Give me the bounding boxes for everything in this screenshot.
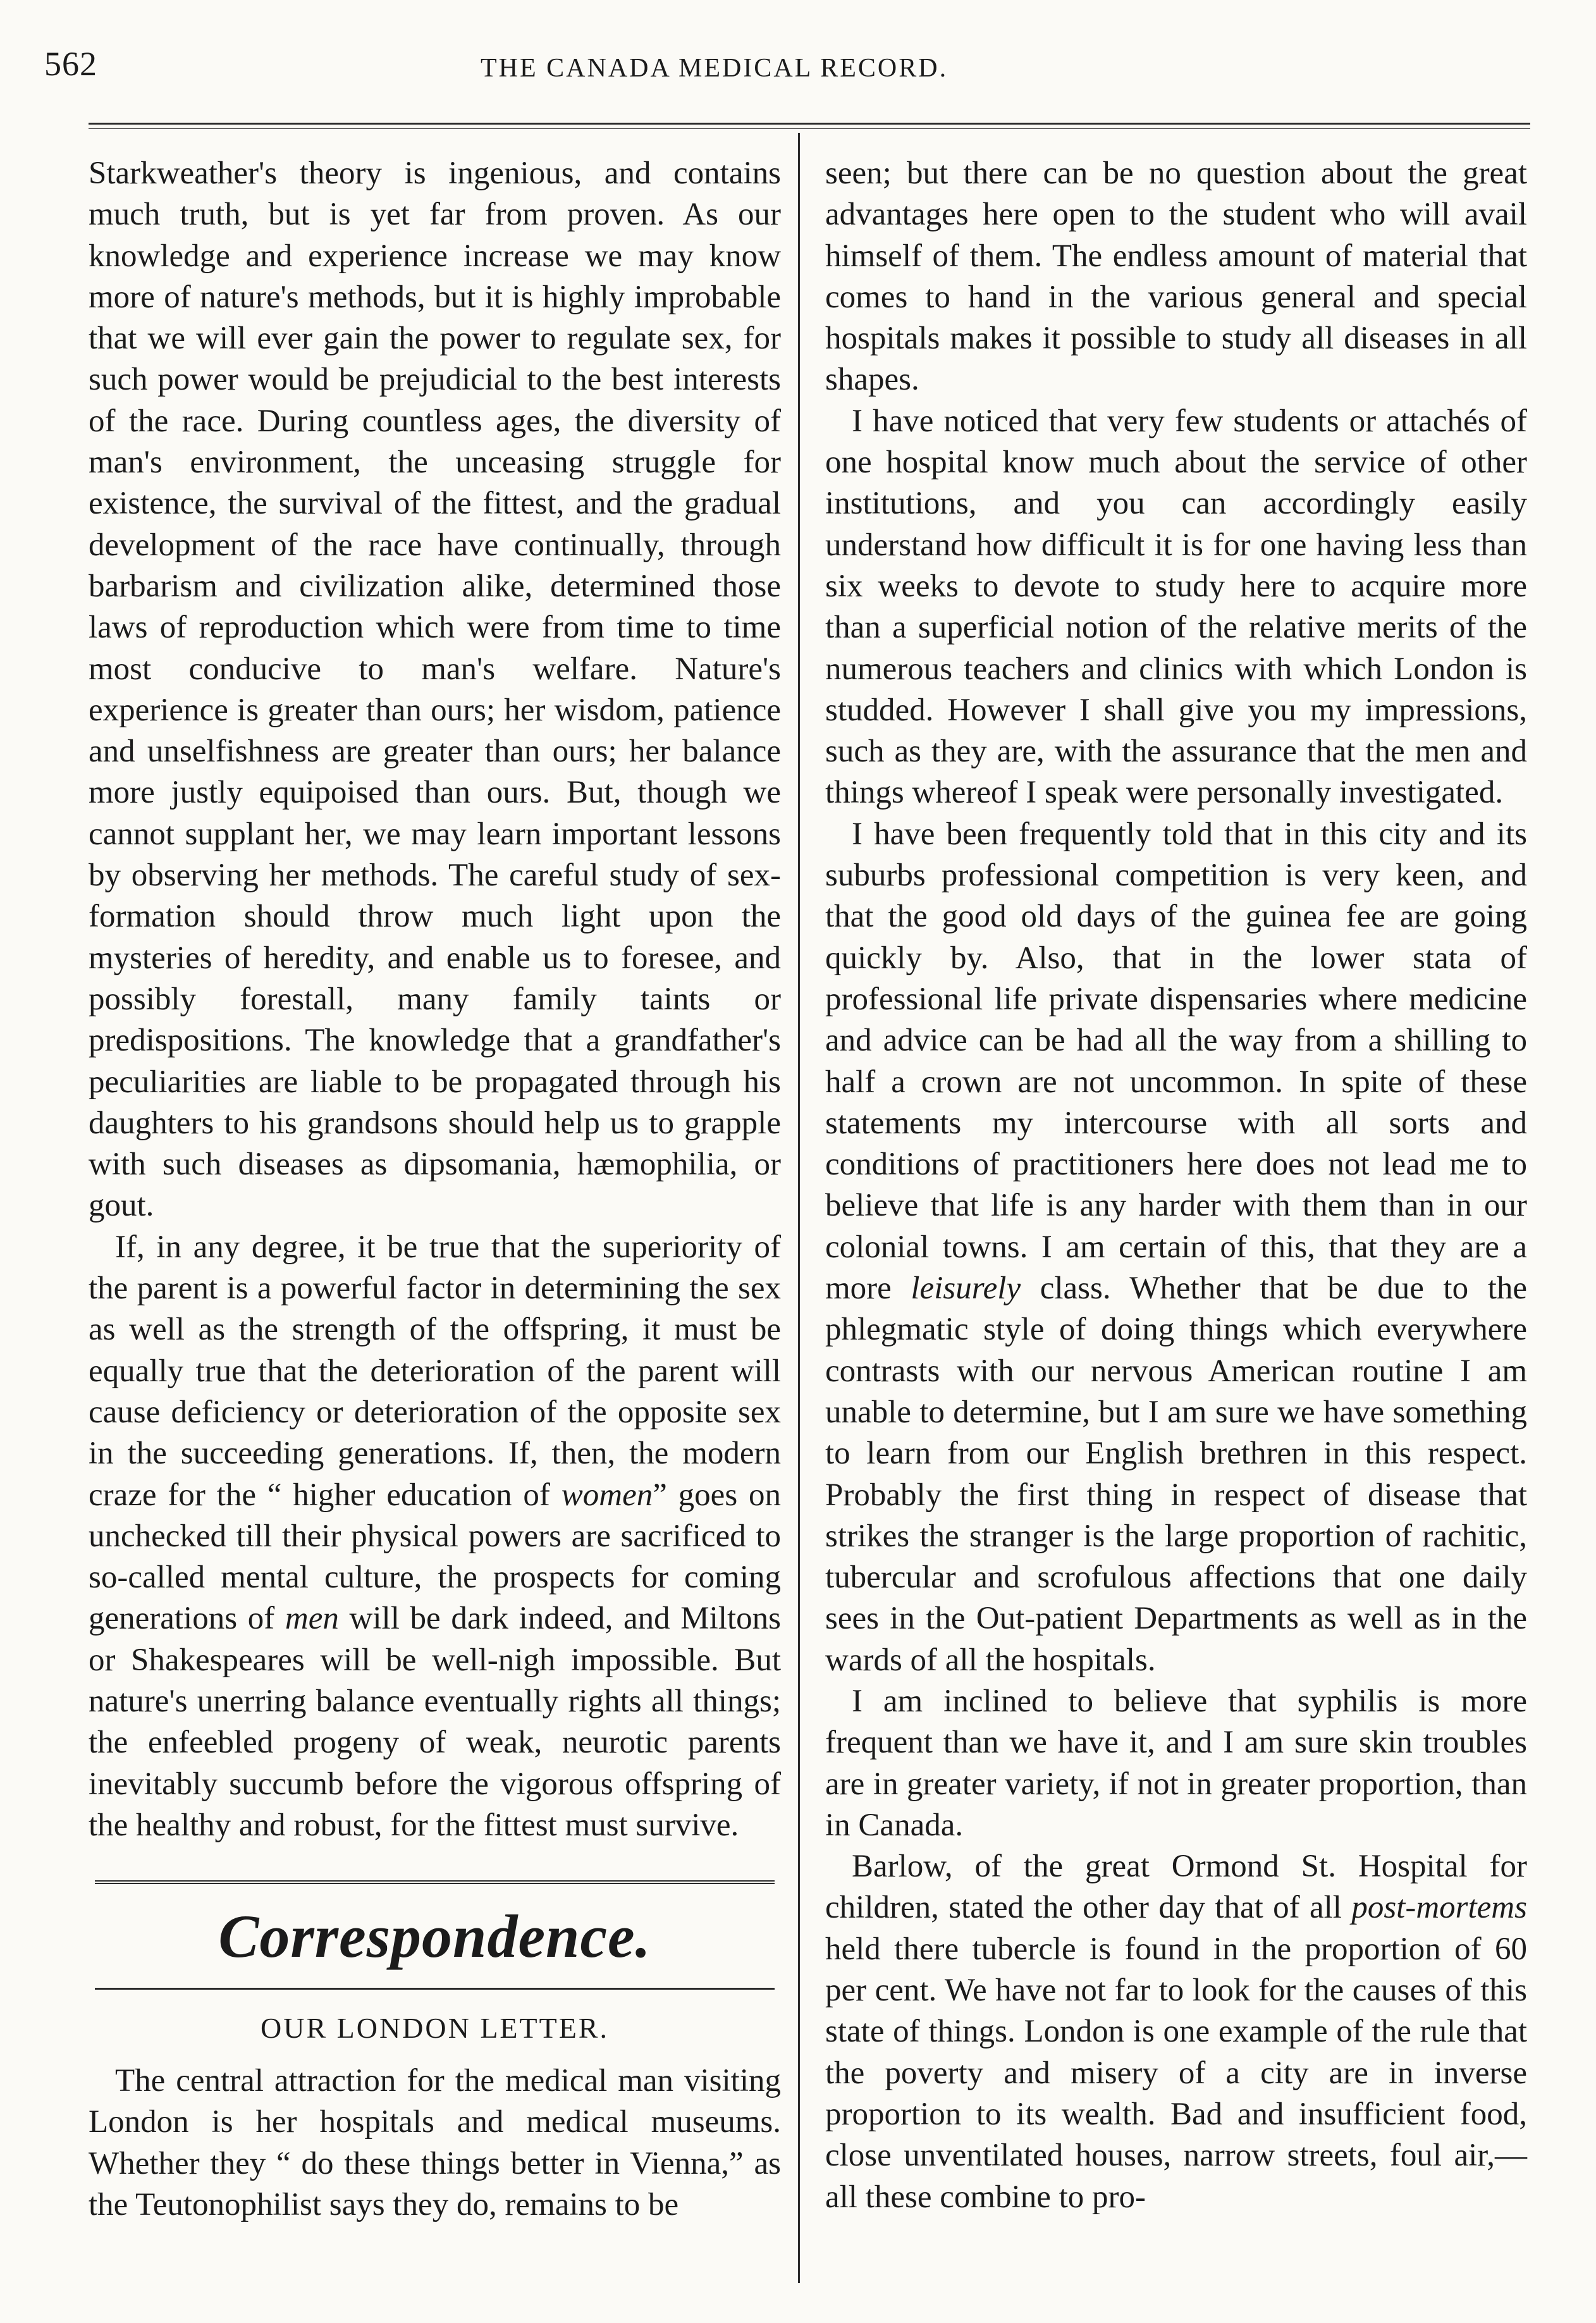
header-rule (89, 123, 1530, 125)
running-head: THE CANADA MEDICAL RECORD. (481, 54, 948, 83)
paragraph-superiority-text-3: will be dark indeed, and Miltons or Shakespeares will be well-nigh impossible. But nature's unerring balance eventually rights all things; the enfeebled progeny of weak, neurotic parents inevitably succumb before the vigorous offspring of the healthy and robust, for the fittest must survive. (89, 1601, 781, 1843)
paragraph-competition-text-1: I have been frequently told that in this city and its suburbs professional competition is very keen, and that the good old days of the guinea fee are going quickly by. Also, that in the lower stata of professional life private dispensaries where medicine and advice can be had all the way from a shilling to half a crown are not uncommon. In spite of these statements my intercourse with all sorts and conditions of practitioners here does not lead me to believe that life is any harder with them than in our colonial towns. I am certain of this, that they are a more (825, 816, 1527, 1307)
paragraph-attaches: I have noticed that very few students or attachés of one hospital know much about the service of other institutions, and you can accordingly easily understand how difficult it is for one having less than six weeks to devote to study here to acquire more than a superficial notion of the relative merits of the numerous teachers and clinics with which London is studded. However I shall give you my impressions, such as they are, with the assurance that the men and things whereof I speak were personally investigated. (825, 403, 1527, 811)
paragraph-barlow (825, 1846, 1527, 2218)
paragraph-syphilis: I am inclined to believe that syphilis is more frequent than we have it, and I am sure skin troubles are in greater variety, if not in greater proportion, than in Canada. (825, 1683, 1527, 1843)
section-rule-bottom (95, 1988, 775, 1990)
header-rule-secondary (89, 128, 1530, 129)
emphasis-post-mortems: post-mortems (1351, 1890, 1527, 1926)
emphasis-leisurely: leisurely (911, 1271, 1021, 1307)
paragraph-london-intro: The central attraction for the medical man visiting London is her hospitals and medical museums. Whether they “ do these things better in Vienna,” as the Teutonophilist says they do, remains to be (89, 2063, 781, 2223)
paragraph-continued: seen; but there can be no question about the great advantages here open to the student who will avail himself of them. The endless amount of material that comes to hand in the various general and special hospitals makes it possible to study all diseases in all shapes. (825, 156, 1527, 398)
column-divider (798, 133, 800, 2283)
paragraph-barlow-text-2: held there tubercle is found in the proportion of 60 per cent. We have not far to look for the causes of this state of things. London is one example of the rule that the poverty and misery of a city are in inverse proportion to its wealth. Bad and insufficient food, close unventilated houses, narrow streets, foul air,—all these combine to pro- (825, 1931, 1527, 2215)
paragraph-starkweather: Starkweather's theory is ingenious, and contains much truth, but is yet far from proven. As our knowledge and experience increase we may know more of nature's methods, but it is highly improbable that we will ever gain the power to regulate sex, for such power would be prejudicial to the best interests of the race. During countless ages, the diversity of man's environment, the unceasing struggle for existence, the survival of the fittest, and the gradual development of the race have continually, through barbarism and civilization alike, determined those laws of reproduction which were from time to time most conducive to man's welfare. Nature's experience is greater than ours; her wisdom, patience and unselfishness are greater than ours; her balance more justly equipoised than ours. But, though we cannot supplant her, we may learn important lessons by observing her methods. The careful study of sex-formation should throw much light upon the mysteries of heredity, and enable us to foresee, and possibly forestall, many family taints or predispositions. The knowledge that a grandfather's peculiarities are liable to be propagated through his daughters to his grandsons should help us to grapple with such diseases as dipsomania, hæmophilia, or gout. (89, 156, 781, 1224)
page-number: 562 (44, 45, 97, 83)
paragraph-superiority (89, 1227, 781, 1846)
section-title: Correspondence. (218, 1902, 651, 1971)
section-rule-top (95, 1880, 775, 1884)
paragraph-competition (825, 814, 1527, 1681)
paragraph-barlow-text-1: Barlow, of the great Ormond St. Hospital for children, stated the other day that of all (825, 1849, 1527, 1926)
paragraph-superiority-text-1: If, in any degree, it be true that the superiority of the parent is a powerful factor in determining the sex as well as the strength of the offspring, it must be equally true that the deterioration of the parent will cause deficiency or deterioration of the opposite sex in the succeeding generations. If, then, the modern craze for the “ higher education of (89, 1229, 781, 1513)
emphasis-women: women (561, 1477, 653, 1513)
paragraph-superiority-text-2: ” goes on unchecked till their physical powers are sacrificed to so-called mental culture, the prospects for coming generations of (89, 1477, 781, 1637)
article-title: OUR LONDON LETTER. (261, 2012, 609, 2045)
right-column (825, 153, 1527, 2218)
paragraph-competition-text-2: class. Whether that be due to the phlegmatic style of doing things which everywhere contrasts with our nervous American routine I am unable to determine, but I am sure we have something to learn from our English brethren in this respect. Probably the first thing in respect of disease that strikes the stranger is the large proportion of rachitic, tubercular and scrofulous affections that one daily sees in the Out-patient Departments as well as in the wards of all the hospitals. (825, 1271, 1528, 1678)
left-column (89, 153, 781, 2226)
emphasis-men: men (285, 1601, 339, 1637)
